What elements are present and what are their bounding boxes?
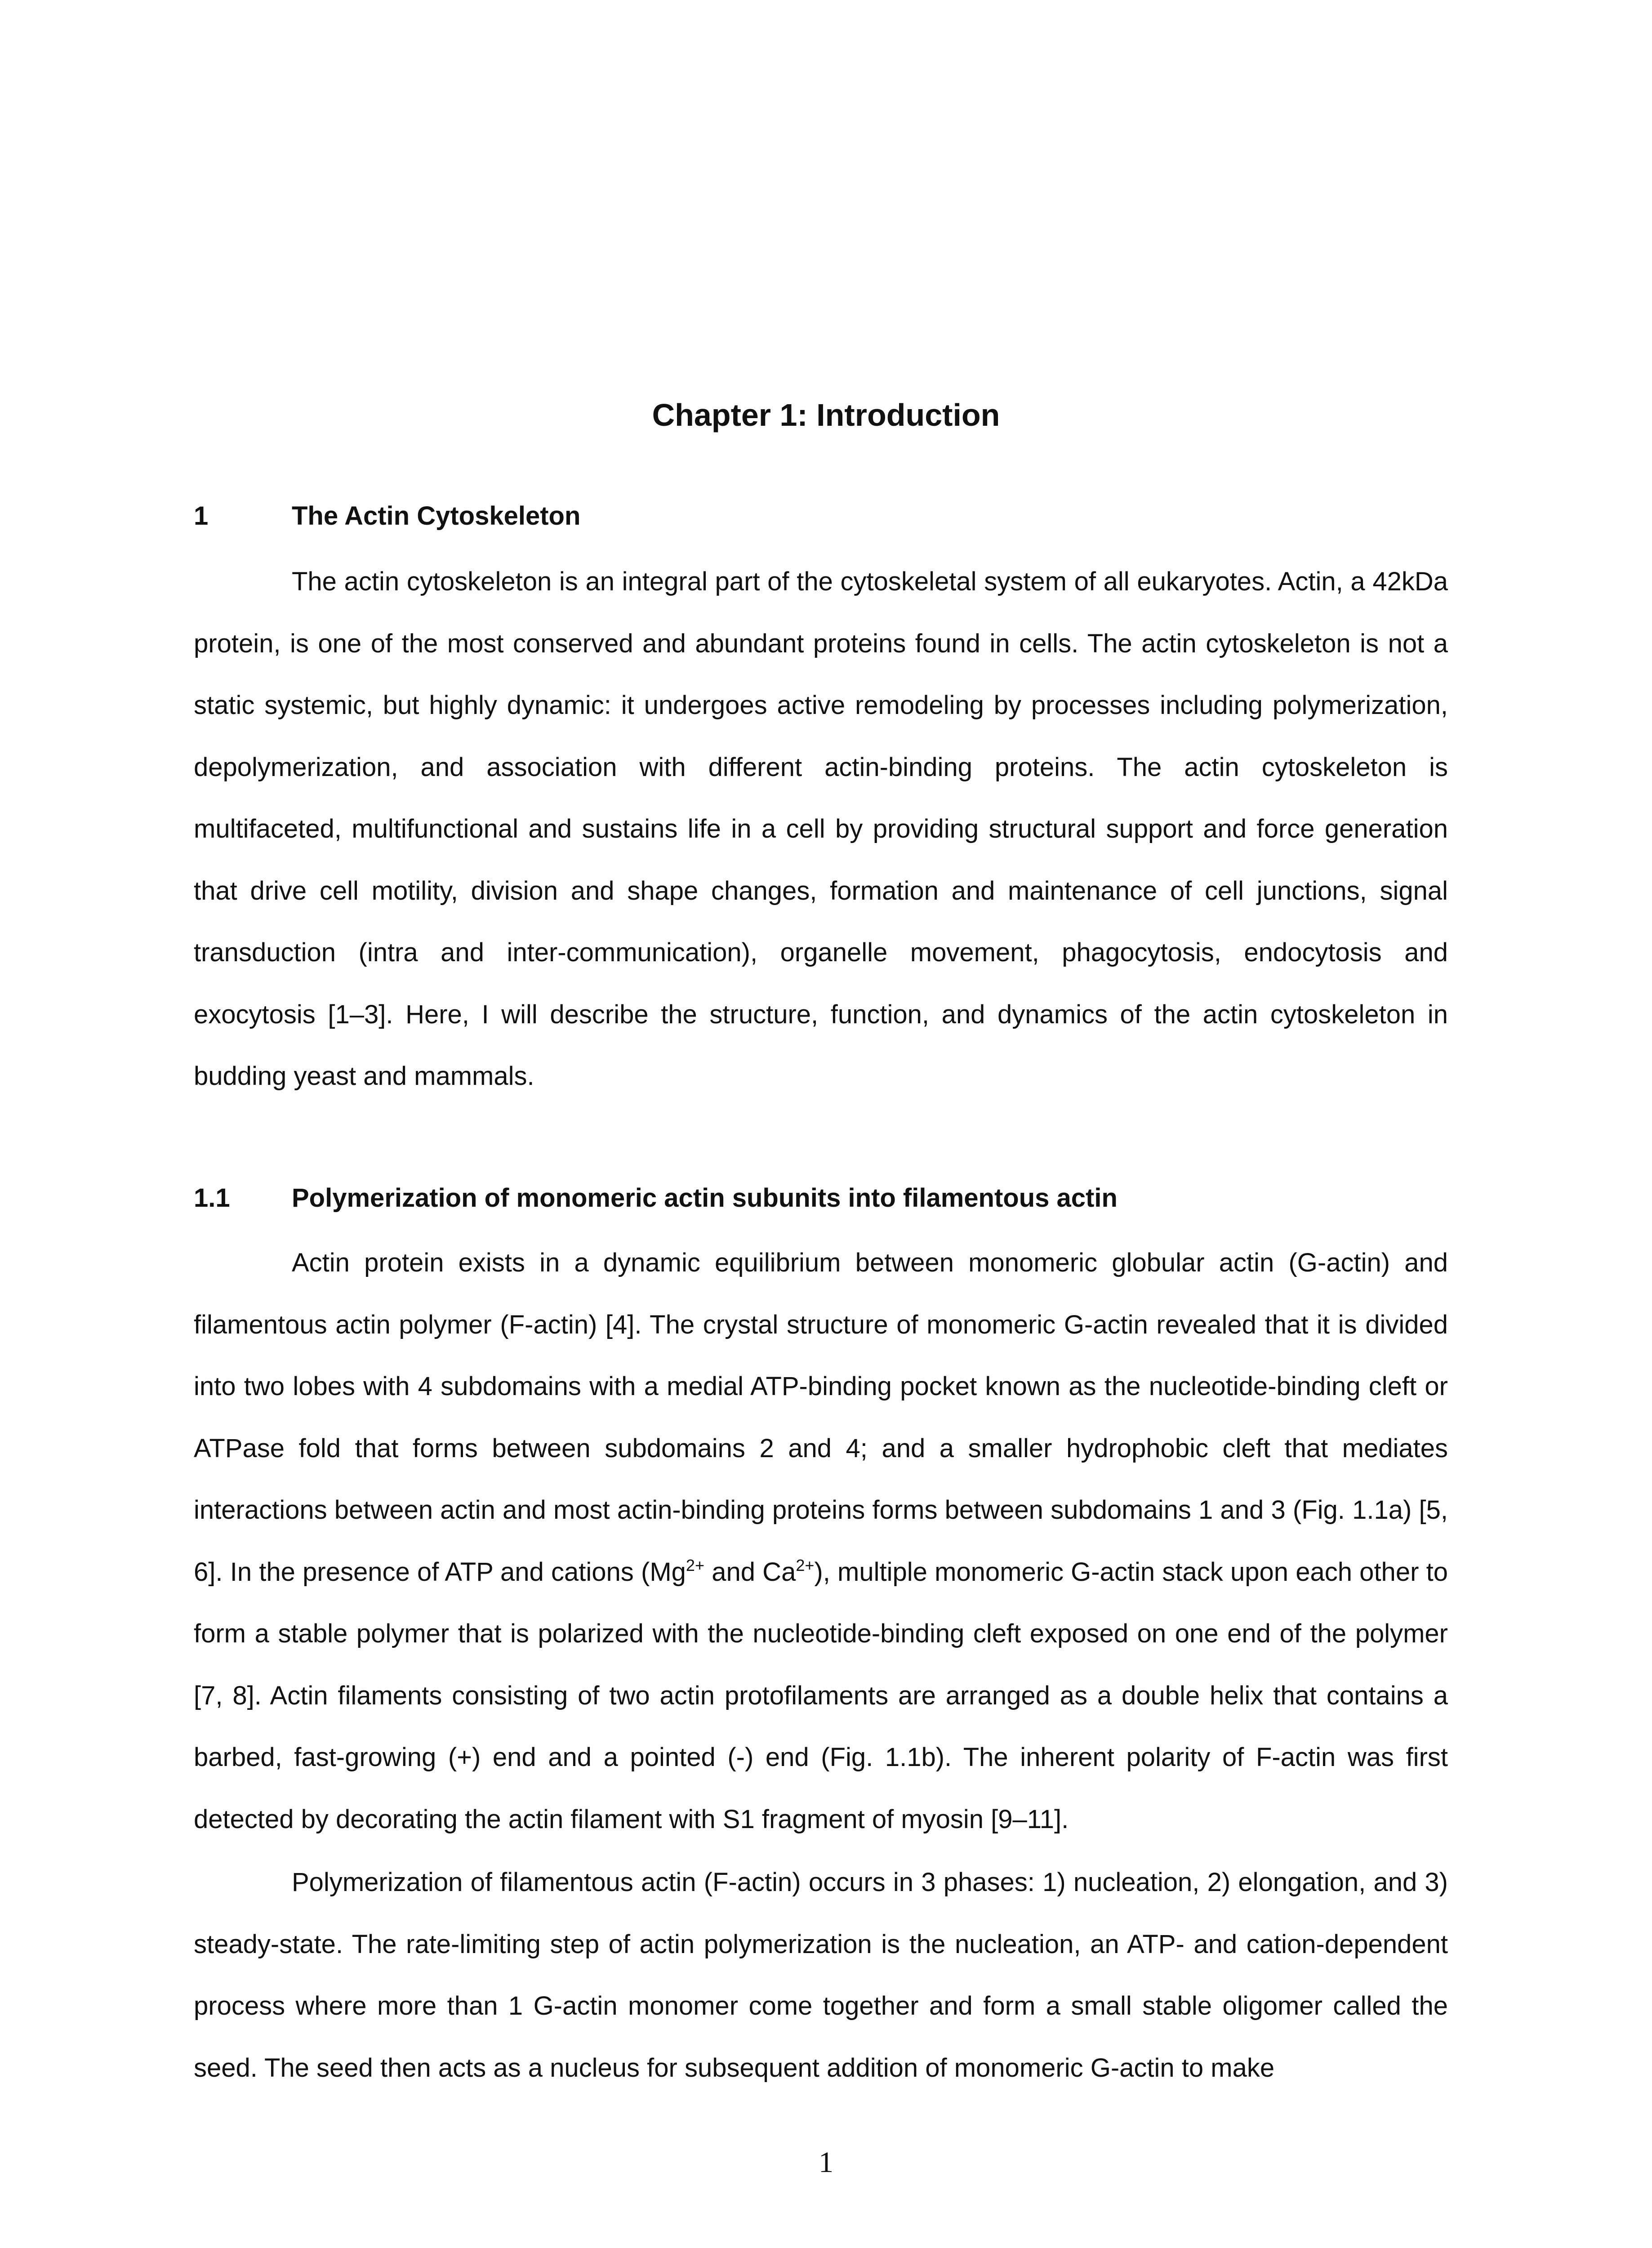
superscript-charge: 2+: [796, 1556, 815, 1574]
paragraph-text: ), multiple monomeric G-actin stack upon each other to form a stable polymer that is polarized with the nucleotide-binding cleft exposed on one end of the polymer [7, 8]. Actin filaments consisting of two actin protofilaments are arranged as a double helix that contains a barbed, fast-growing (+) end and a pointed (-) end (Fig. 1.1b). The inherent polarity of F-actin was first detected by decorating the actin filament with S1 fragment of myosin [9–11].: [194, 1557, 1448, 1834]
section-title: Polymerization of monomeric actin subunits into filamentous actin: [292, 1183, 1118, 1213]
section-heading-1: [194, 498, 1452, 534]
paragraph-text: Actin protein exists in a dynamic equilibrium between monomeric globular actin (G-actin) and filamentous actin polymer (F-actin) [4]. The crystal structure of monomeric G-actin revealed that it is divided into two lobes with 4 subdomains with a medial ATP-binding pocket known as the nucleotide-binding cleft or ATPase fold that forms between subdomains 2 and 4; and a smaller hydrophobic cleft that mediates interactions between actin and most actin-binding proteins forms between subdomains 1 and 3 (Fig. 1.1a) [5, 6]. In the presence of ATP and cations (Mg: [194, 1248, 1448, 1587]
section-number: 1.1: [194, 1183, 230, 1213]
paragraph-text: and Ca: [704, 1557, 796, 1587]
section-heading-1-1: [194, 1180, 1452, 1216]
chapter-title: Chapter 1: Introduction: [652, 397, 1000, 433]
page-number: 1: [819, 2146, 833, 2179]
paragraph-actin-cytoskeleton: The actin cytoskeleton is an integral part of the cytoskeletal system of all eukaryotes. Actin, a 42kDa protein, is one of the most conserved and abundant proteins found in cells. The actin cytoskeleton is not a static systemic, but highly dynamic: it undergoes active remodeling by processes including polymerization, depolymerization, and association with different actin-binding proteins. The actin cytoskeleton is multifaceted, multifunctional and sustains life in a cell by providing structural support and force generation that drive cell motility, division and shape changes, formation and maintenance of cell junctions, signal transduction (intra and inter-communication), organelle movement, phagocytosis, endocytosis and exocytosis [1–3]. Here, I will describe the structure, function, and dynamics of the actin cytoskeleton in budding yeast and mammals.: [194, 567, 1448, 1091]
paragraph-actin-equilibrium: [194, 1232, 1448, 1850]
section-number: 1: [194, 501, 209, 531]
section-title: The Actin Cytoskeleton: [292, 501, 581, 531]
paragraph-polymerization-phases: Polymerization of filamentous actin (F-actin) occurs in 3 phases: 1) nucleation, 2) elongation, and 3) steady-state. The rate-limiting step of actin polymerization is the nucleation, an ATP- and cation-dependent process where more than 1 G-actin monomer come together and form a small stable oligomer called the seed. The seed then acts as a nucleus for subsequent addition of monomeric G-actin to make: [194, 1868, 1448, 2083]
superscript-charge: 2+: [686, 1556, 704, 1574]
